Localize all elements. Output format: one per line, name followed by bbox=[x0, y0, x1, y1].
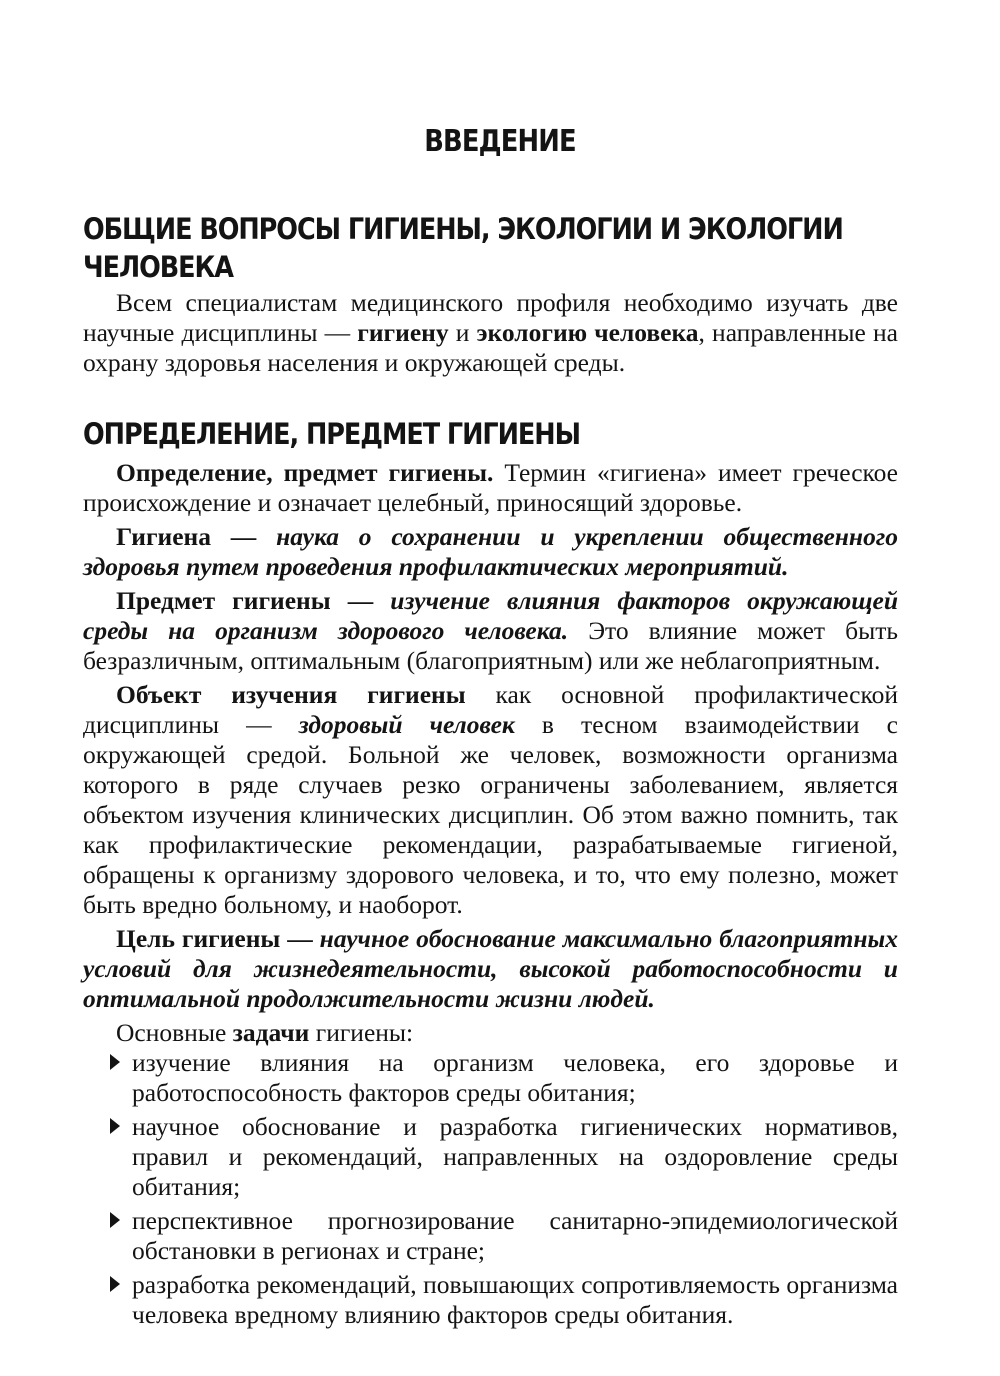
section-heading-line1: ОБЩИЕ ВОПРОСЫ ГИГИЕНЫ, ЭКОЛОГИИ И ЭКОЛОГИИ bbox=[83, 212, 843, 246]
definition-paragraph: Определение, предмет гигиены. Термин «гигиена» имеет греческое происхождение и означает целебный, приносящий здоровье. bbox=[83, 458, 898, 517]
list-item: перспективное прогнозирование санитарно-эпидемиологической обстановки в регионах и стране; bbox=[83, 1206, 898, 1266]
bullet-arrow-icon bbox=[110, 1118, 120, 1134]
bullet-arrow-icon bbox=[110, 1212, 120, 1228]
list-item: изучение влияния на организм человека, его здоровье и работоспособность факторов среды обитания; bbox=[83, 1048, 898, 1108]
tasks-list bbox=[83, 1048, 898, 1330]
goal-paragraph: Цель гигиены — научное обоснование максимально благоприятных условий для жизнедеятельности, высокой работоспособности и оптимальной продолжительности жизни людей. bbox=[83, 924, 898, 1013]
bullet-arrow-icon bbox=[110, 1276, 120, 1292]
list-item: научное обоснование и разработка гигиенических нормативов, правил и рекомендаций, направленных на оздоровление среды обитания; bbox=[83, 1112, 898, 1202]
tasks-intro: Основные задачи гигиены: bbox=[116, 1018, 414, 1047]
subject-paragraph: Предмет гигиены — изучение влияния факторов окружающей среды на организм здорового человека. Это влияние может быть безразличным, оптимальным (благоприятным) или же неблагоприятным. bbox=[83, 586, 898, 675]
object-paragraph: Объект изучения гигиены как основной профилактической дисциплины — здоровый человек в тесном взаимодействии с окружающей средой. Больной же человек, возможности организма которого в ряде случаев резко ограничены заболеванием, является объектом изучения клинических дисциплин. Об этом важно помнить, так как профилактические рекомендации, разрабатываемые гигиеной, обращены к организму здорового человека, и то, что ему полезно, может быть вредно больному, и наоборот. bbox=[83, 680, 898, 919]
section-heading-definition: ОПРЕДЕЛЕНИЕ, ПРЕДМЕТ ГИГИЕНЫ bbox=[83, 417, 580, 451]
definition-body bbox=[83, 458, 898, 1330]
list-item: разработка рекомендаций, повышающих сопротивляемость организма человека вредному влиянию факторов среды обитания. bbox=[83, 1270, 898, 1330]
section-heading-general bbox=[83, 210, 843, 286]
bullet-arrow-icon bbox=[110, 1054, 120, 1070]
intro-paragraph: Всем специалистам медицинского профиля необходимо изучать две научные дисциплины — гигиену и экологию человека, направленные на охрану здоровья населения и окружающей среды. bbox=[83, 288, 898, 377]
section-heading-line2: ЧЕЛОВЕКА bbox=[83, 250, 233, 284]
chapter-title: ВВЕДЕНИЕ bbox=[424, 124, 576, 159]
hygiene-definition: Гигиена — наука о сохранении и укреплении общественного здоровья путем проведения профилактических мероприятий. bbox=[83, 522, 898, 581]
